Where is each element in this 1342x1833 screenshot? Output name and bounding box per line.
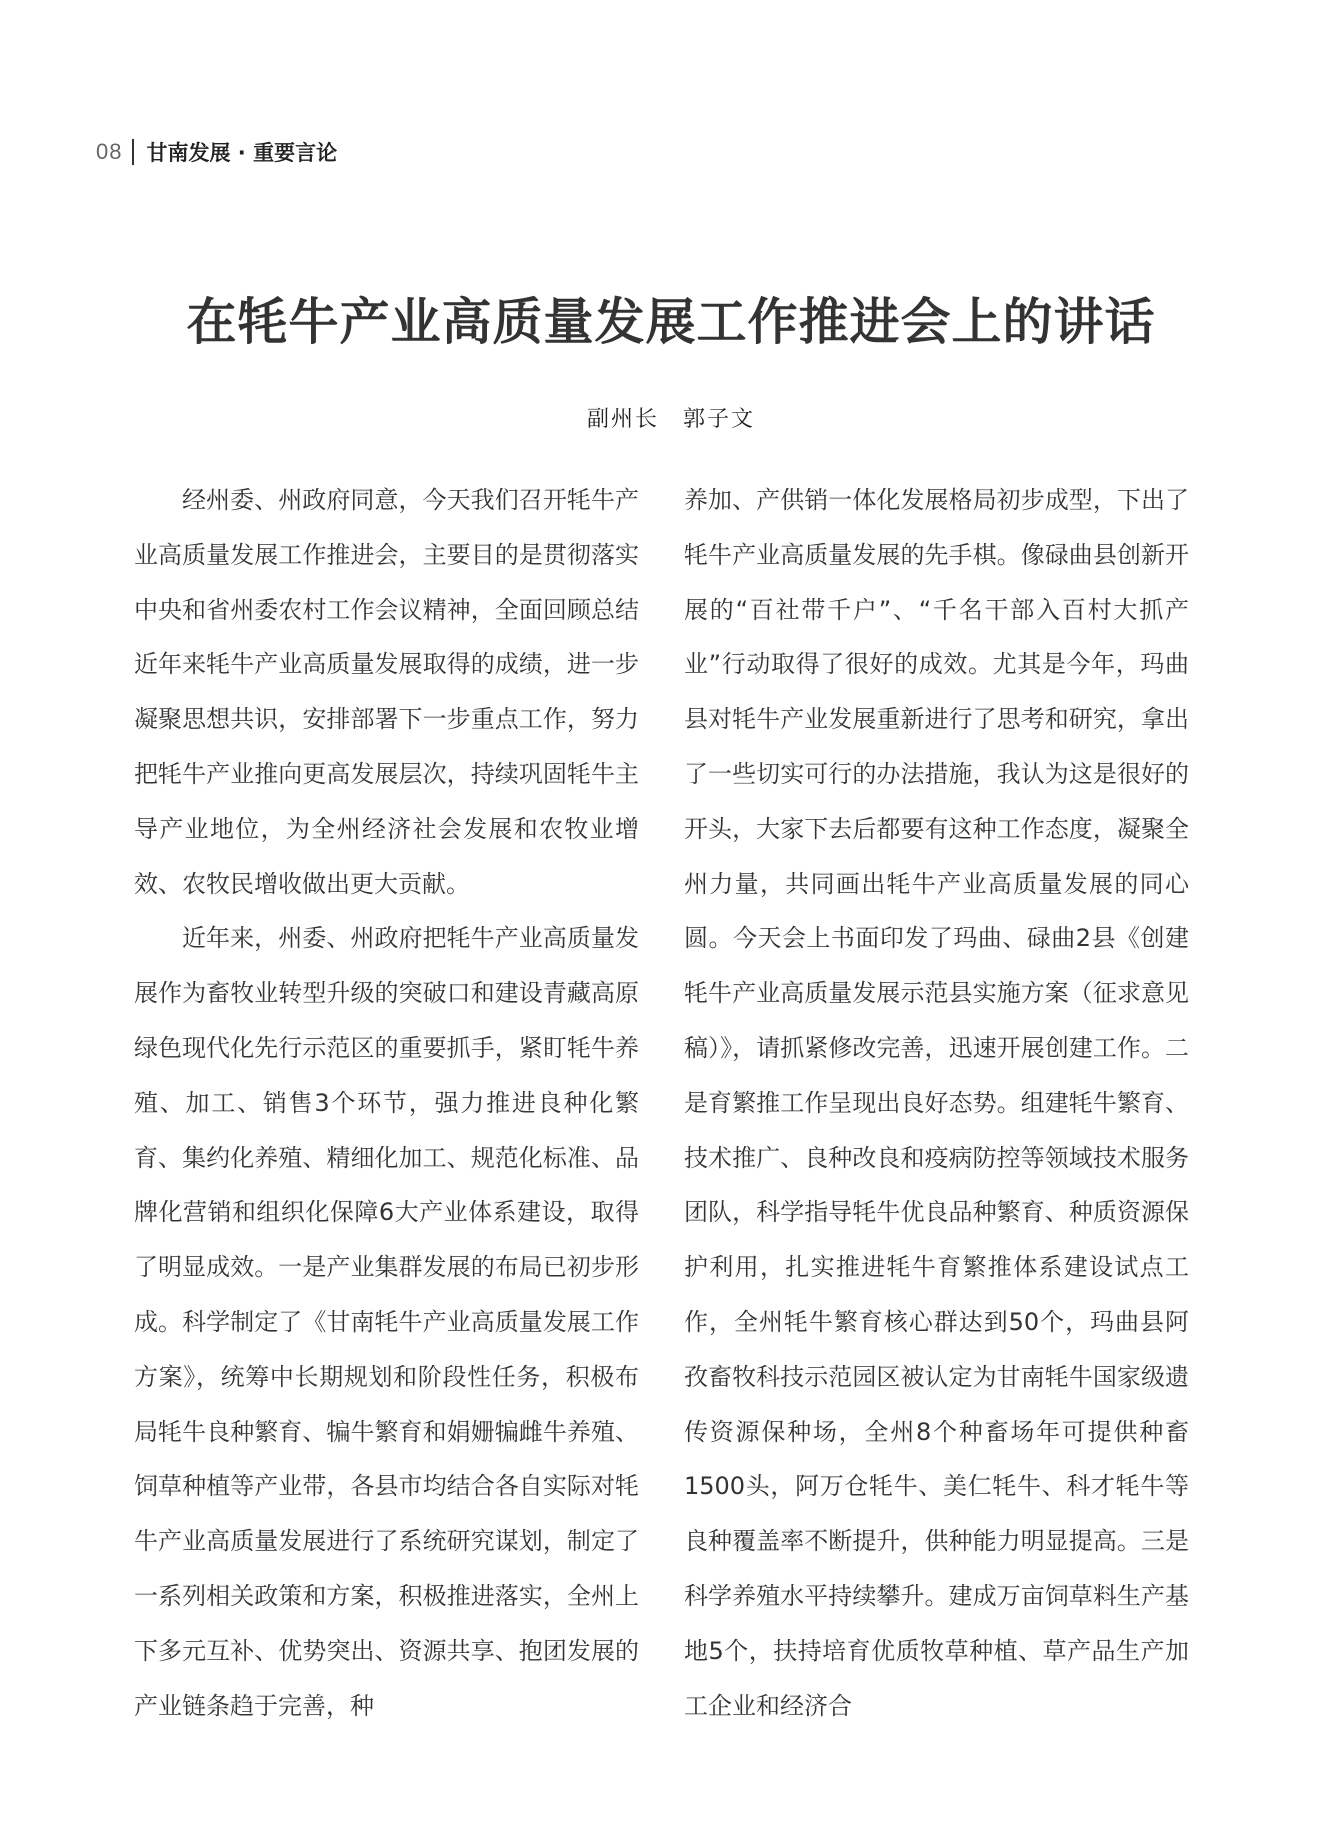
- byline: [0, 402, 1342, 433]
- paragraph: 经州委、州政府同意，今天我们召开牦牛产业高质量发展工作推进会，主要目的是贯彻落实中央和省州委农村工作会议精神，全面回顾总结近年来牦牛产业高质量发展取得的成绩，进一步凝聚思想共识，安排部署下一步重点工作，努力把牦牛产业推向更高发展层次，持续巩固牦牛主导产业地位，为全州经济社会发展和农牧业增效、农牧民增收做出更大贡献。: [134, 486, 639, 898]
- section-label: 甘南发展 · 重要言论: [146, 141, 338, 165]
- article-title: 在牦牛产业高质量发展工作推进会上的讲话: [186, 292, 1156, 351]
- paragraph: 养加、产供销一体化发展格局初步成型，下出了牦牛产业高质量发展的先手棋。像碌曲县创新开展的“百社带千户”、“千名干部入百村大抓产业”行动取得了很好的成效。尤其是今年，玛曲县对牦牛产业发展重新进行了思考和研究，拿出了一些切实可行的办法措施，我认为这是很好的开头，大家下去后都要有这种工作态度，凝聚全州力量，共同画出牦牛产业高质量发展的同心圆。今天会上书面印发了玛曲、碌曲2县《创建牦牛产业高质量发展示范县实施方案（征求意见稿）》，请抓紧修改完善，迅速开展创建工作。二是育繁推工作呈现出良好态势。组建牦牛繁育、技术推广、良种改良和疫病防控等领域技术服务团队，科学指导牦牛优良品种繁育、种质资源保护利用，扎实推进牦牛育繁推体系建设试点工作，全州牦牛繁育核心群达到50个，玛曲县阿孜畜牧科技示范园区被认定为甘南牦牛国家级遗传资源保种场，全州8个种畜场年可提供种畜1500头，阿万仓牦牛、美仁牦牛、科才牦牛等良种覆盖率不断提升，供种能力明显提高。三是科学养殖水平持续攀升。建成万亩饲草料生产基地5个，扶持培育优质牧草种植、草产品生产加工企业和经济合: [684, 486, 1189, 1720]
- running-header: [96, 136, 337, 168]
- page-number: 08: [96, 139, 123, 164]
- right-column: [684, 473, 1189, 1733]
- left-column: [134, 473, 639, 1733]
- header-divider: [132, 139, 134, 165]
- paragraph: 近年来，州委、州政府把牦牛产业高质量发展作为畜牧业转型升级的突破口和建设青藏高原绿色现代化先行示范区的重要抓手，紧盯牦牛养殖、加工、销售3个环节，强力推进良种化繁育、集约化养殖、精细化加工、规范化标准、品牌化营销和组织化保障6大产业体系建设，取得了明显成效。一是产业集群发展的布局已初步形成。科学制定了《甘南牦牛产业高质量发展工作方案》，统筹中长期规划和阶段性任务，积极布局牦牛良种繁育、犏牛繁育和娟姗犏雌牛养殖、饲草种植等产业带，各县市均结合各自实际对牦牛产业高质量发展进行了系统研究谋划，制定了一系列相关政策和方案，积极推进落实，全州上下多元互补、优势突出、资源共享、抱团发展的产业链条趋于完善，种: [134, 924, 639, 1720]
- byline-name: 郭子文: [683, 407, 756, 432]
- byline-role: 副州长: [586, 407, 659, 432]
